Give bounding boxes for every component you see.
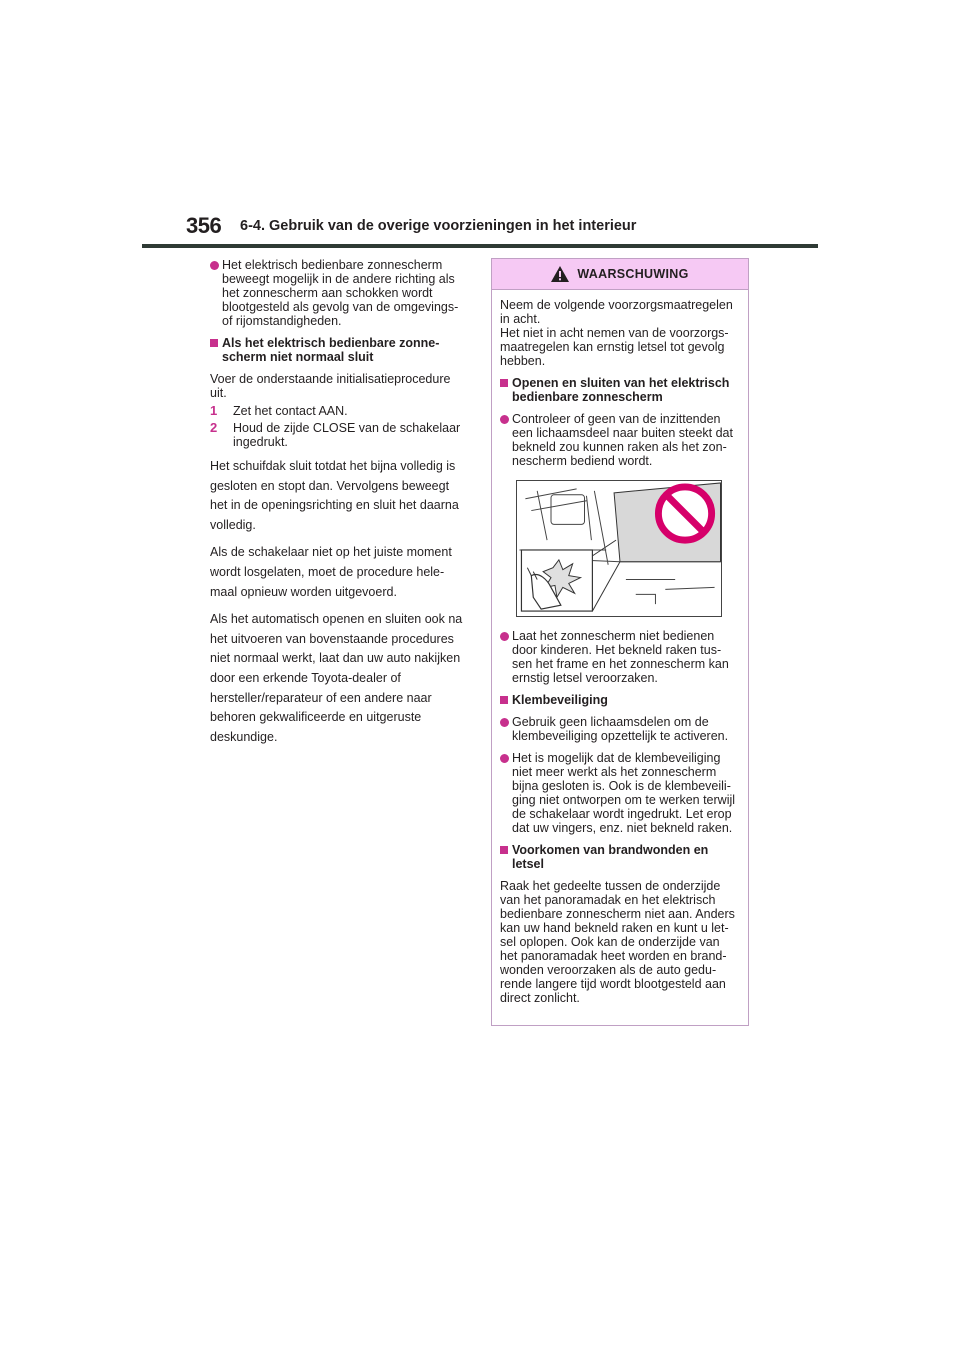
list-item xyxy=(500,629,740,685)
bullet-icon xyxy=(500,718,509,727)
square-bullet-icon xyxy=(500,379,508,387)
heading-text: Voorkomen van brandwonden en letsel xyxy=(512,843,709,871)
bullet-text: Het elektrisch bedienbare zonnescherm beweegt mogelijk in de andere richting als het zonnescherm aan schokken wordt blootgesteld als gevolg van de omgevings- of rijomstandigheden. xyxy=(222,258,459,328)
square-bullet-icon xyxy=(210,339,218,347)
header-rule xyxy=(142,244,818,248)
sunshade-pinch-illustration xyxy=(516,480,722,617)
section-heading xyxy=(210,336,468,364)
bullet-text: Gebruik geen lichaamsdelen om de klembeveiliging opzettelijk te activeren. xyxy=(512,715,729,743)
bullet-icon xyxy=(500,415,509,424)
square-bullet-icon xyxy=(500,846,508,854)
warning-box xyxy=(491,258,749,1026)
step-item xyxy=(210,404,468,418)
bullet-text: Het is mogelijk dat de klembeveiliging niet meer werkt als het zonnescherm bijna gesloten is. Ook is de klembeveili-ging niet ontworpen om te werken terwijl de schakelaar wordt ingedrukt. Let erop dat uw vingers, enz. niet bekneld raken. xyxy=(512,751,736,835)
warning-paragraph: Raak het gedeelte tussen de onderzijde van het panoramadak en het elektrisch bedienbare zonnescherm niet aan. Anders kan uw hand bekneld raken en kunt u let-sel oplopen. Ook kan de onderzijde van het panoramadak heet worden en brand-wonden veroorzaken als de auto gedu-rende langere tijd wordt blootgesteld aan direct zonlicht. xyxy=(500,879,735,1005)
left-column xyxy=(210,258,468,755)
paragraph: Het schuifdak sluit totdat het bijna volledig is gesloten en stopt dan. Vervolgens beweegt het in de openingsrichting en sluit het daarna volledig. xyxy=(210,459,459,532)
warning-title: WAARSCHUWING xyxy=(577,267,689,281)
list-item xyxy=(500,751,740,835)
bullet-icon xyxy=(500,754,509,763)
paragraph: Als de schakelaar niet op het juiste moment wordt losgelaten, moet de procedure hele-maal opnieuw worden uitgevoerd. xyxy=(210,545,452,599)
warning-triangle-icon xyxy=(551,266,569,282)
list-item xyxy=(210,258,468,328)
heading-text: Openen en sluiten van het elektrisch bedienbare zonnescherm xyxy=(512,376,730,404)
bullet-icon xyxy=(500,632,509,641)
warning-body xyxy=(492,290,748,1005)
bullet-text: Controleer of geen van de inzittenden een lichaamsdeel naar buiten steekt dat bekneld zou kunnen raken als het zon-nescherm bediend wordt. xyxy=(512,412,733,468)
section-heading xyxy=(500,693,740,707)
page-number: 356 xyxy=(186,213,222,238)
square-bullet-icon xyxy=(500,696,508,704)
section-title: 6-4. Gebruik van de overige voorzieningen in het interieur xyxy=(240,218,637,234)
section-heading xyxy=(500,376,740,404)
intro-text: Voer de onderstaande initialisatieprocedure uit. xyxy=(210,372,451,400)
step-text: Houd de zijde CLOSE van de schakelaar ingedrukt. xyxy=(233,421,461,449)
step-number: 1 xyxy=(210,403,218,418)
heading-text: Als het elektrisch bedienbare zonne-scherm niet normaal sluit xyxy=(222,336,440,364)
paragraph: Als het automatisch openen en sluiten ook na het uitvoeren van bovenstaande procedures niet normaal werkt, laat dan uw auto nakijken door een erkende Toyota-dealer of hersteller/reparateur of een andere naar behoren gekwalificeerde en uitgeruste deskundige. xyxy=(210,612,463,744)
warning-intro: Neem de volgende voorzorgsmaatregelen in acht. Het niet in acht nemen van de voorzorgs-maatregelen kan ernstig letsel tot gevolg hebben. xyxy=(500,298,733,368)
bullet-text: Laat het zonnescherm niet bedienen door kinderen. Het bekneld raken tus-sen het frame en het zonnescherm kan ernstig letsel veroorzaken. xyxy=(512,629,729,685)
heading-text: Klembeveiliging xyxy=(512,693,608,707)
bullet-icon xyxy=(210,261,219,270)
step-number: 2 xyxy=(210,420,218,435)
warning-header xyxy=(492,259,748,290)
list-item xyxy=(500,412,740,468)
list-item xyxy=(500,715,740,743)
step-text: Zet het contact AAN. xyxy=(233,404,348,418)
step-item xyxy=(210,421,468,449)
section-heading xyxy=(500,843,740,871)
